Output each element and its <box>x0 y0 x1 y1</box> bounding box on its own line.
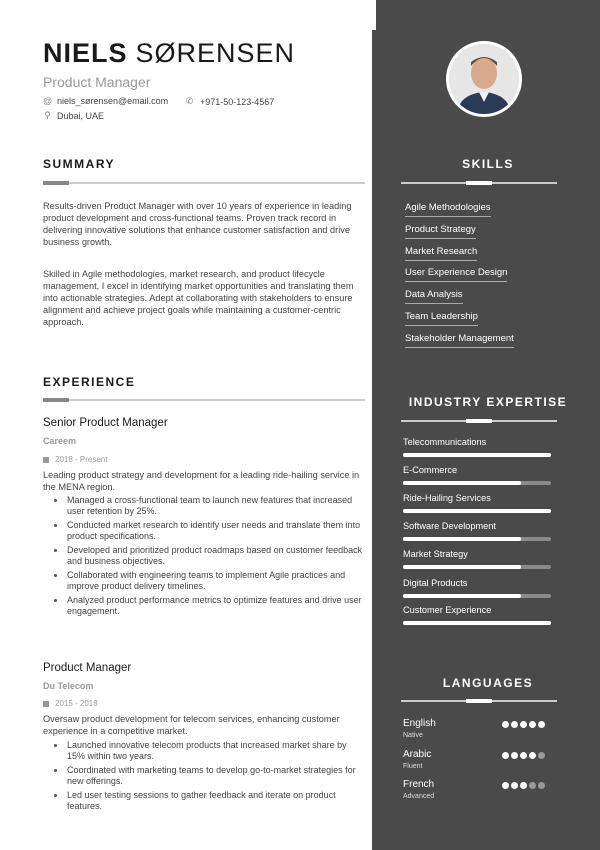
calendar-icon <box>43 701 49 707</box>
expertise-label: Ride-Hailing Services <box>403 493 491 503</box>
expertise-label: Customer Experience <box>403 605 492 615</box>
list-item: Coordinated with marketing teams to develop go-to-market strategies for new offerings. <box>67 765 367 787</box>
summary-paragraph-2: Skilled in Agile methodologies, market research, and product lifecycle management, I excel in identifying market opportunities and translating them into actionable strategies. Adept at collaborating with stakeholders to ensure alignment and achieve project goals while maintaining a customer-centric approach. <box>43 269 354 327</box>
rating-dot <box>511 752 518 759</box>
summary-heading: SUMMARY <box>43 157 116 171</box>
calendar-icon <box>43 457 49 463</box>
company-name: Du Telecom <box>43 681 94 691</box>
language-rating <box>502 752 547 759</box>
list-item: Managed a cross-functional team to launch new features that increased user retention by 25%. <box>67 495 367 517</box>
job-title: Product Manager <box>43 662 132 674</box>
list-item: Developed and prioritized product roadmaps based on customer feedback and business objectives. <box>67 545 367 567</box>
rating-dot <box>529 782 536 789</box>
expertise-label: Market Strategy <box>403 549 468 559</box>
expertise-label: E-Commerce <box>403 465 458 475</box>
expertise-bar-fill <box>403 453 551 457</box>
list-item: Conducted market research to identify user needs and translate them into product specifications. <box>67 520 367 542</box>
summary-divider <box>43 182 365 184</box>
rating-dot <box>502 782 509 789</box>
expertise-bar-fill <box>403 565 521 569</box>
skill-item: Agile Methodologies <box>405 202 491 217</box>
expertise-label: Telecommunications <box>403 437 487 447</box>
language-rating <box>502 721 547 728</box>
rating-dot <box>520 752 527 759</box>
expertise-bar-fill <box>403 537 521 541</box>
languages-divider <box>401 700 557 702</box>
rating-dot <box>511 721 518 728</box>
skill-item: Team Leadership <box>405 311 478 326</box>
expertise-bar <box>403 621 551 625</box>
language-rating <box>502 782 547 789</box>
experience-divider <box>43 399 365 401</box>
skills-divider <box>401 182 557 184</box>
rating-dot <box>511 782 518 789</box>
skill-item: Market Research <box>405 246 477 261</box>
language-name: Arabic <box>403 749 432 760</box>
rating-dot <box>538 721 545 728</box>
expertise-bar-fill <box>403 594 521 598</box>
language-level: Fluent <box>403 763 423 770</box>
first-name: NIELS <box>43 38 128 68</box>
list-item: Collaborated with engineering teams to implement Agile practices and improve product delivery timelines. <box>67 570 367 592</box>
language-level: Advanced <box>403 793 435 800</box>
contact-email <box>43 96 168 106</box>
skill-item: Stakeholder Management <box>405 333 514 348</box>
dates-text: 2018 - Present <box>55 455 108 464</box>
summary-paragraph-1: Results-driven Product Manager with over 10 years of experience in leading product development and cross-functional teams. Proven track record in delivering innovative solutions that enhance customer satisfaction and drive business growth. <box>43 201 352 247</box>
avatar <box>449 44 519 114</box>
expertise-label: Software Development <box>403 521 496 531</box>
skill-item: User Experience Design <box>405 267 507 282</box>
languages-heading: LANGUAGES <box>442 676 534 690</box>
language-level: Native <box>403 732 423 739</box>
job-dates <box>43 455 107 464</box>
rating-dot <box>502 721 509 728</box>
expertise-bar-fill <box>403 509 551 513</box>
profile-photo <box>446 41 522 117</box>
job-dates <box>43 699 98 708</box>
skill-item: Product Strategy <box>405 224 476 239</box>
rating-dot <box>502 752 509 759</box>
expertise-divider <box>401 420 557 422</box>
job-description: Oversaw product development for telecom services, enhancing customer experience in a competitive market. <box>43 714 340 736</box>
language-name: French <box>403 779 435 790</box>
candidate-name <box>43 38 295 69</box>
rating-dot <box>529 752 536 759</box>
contact-phone <box>185 96 274 107</box>
dates-text: 2015 - 2018 <box>55 699 98 708</box>
job-bullets <box>67 740 367 815</box>
job-bullets <box>67 495 367 620</box>
list-item: Led user testing sessions to gather feedback and iterate on product features. <box>67 790 367 812</box>
rating-dot <box>538 782 545 789</box>
expertise-label: Digital Products <box>403 578 468 588</box>
rating-dot <box>538 752 545 759</box>
phone-icon: ✆ <box>185 96 194 106</box>
experience-heading: EXPERIENCE <box>43 375 136 389</box>
person-icon <box>449 44 519 114</box>
contact-location <box>43 110 104 121</box>
location-pin-icon: ⚲ <box>44 110 51 120</box>
expertise-bar <box>403 594 551 598</box>
location-text: Dubai, UAE <box>57 110 105 121</box>
expertise-bar <box>403 481 551 485</box>
skill-item: Data Analysis <box>405 289 463 304</box>
expertise-bar <box>403 453 551 457</box>
at-icon: @ <box>43 96 53 106</box>
company-name: Careem <box>43 436 77 446</box>
list-item: Launched innovative telecom products that increased market share by 15% within two years. <box>67 740 367 762</box>
job-description: Leading product strategy and development for a leading ride-hailing service in the MENA region. <box>43 470 360 492</box>
skills-heading: SKILLS <box>462 157 514 171</box>
email-text: niels_sørensen@email.com <box>57 96 169 106</box>
sidebar-edge <box>372 30 376 850</box>
rating-dot <box>520 721 527 728</box>
phone-text: +971-50-123-4567 <box>200 96 275 107</box>
expertise-bar-fill <box>403 621 551 625</box>
expertise-heading: INDUSTRY EXPERTISE <box>408 395 568 409</box>
expertise-bar-fill <box>403 481 521 485</box>
job-title: Senior Product Manager <box>43 417 168 429</box>
expertise-bar <box>403 537 551 541</box>
expertise-bar <box>403 565 551 569</box>
job-role: Product Manager <box>43 74 151 90</box>
list-item: Analyzed product performance metrics to optimize features and drive user engagement. <box>67 595 367 617</box>
expertise-bar <box>403 509 551 513</box>
rating-dot <box>529 721 536 728</box>
last-name: SØRENSEN <box>135 38 296 68</box>
rating-dot <box>520 782 527 789</box>
language-name: English <box>403 718 436 729</box>
